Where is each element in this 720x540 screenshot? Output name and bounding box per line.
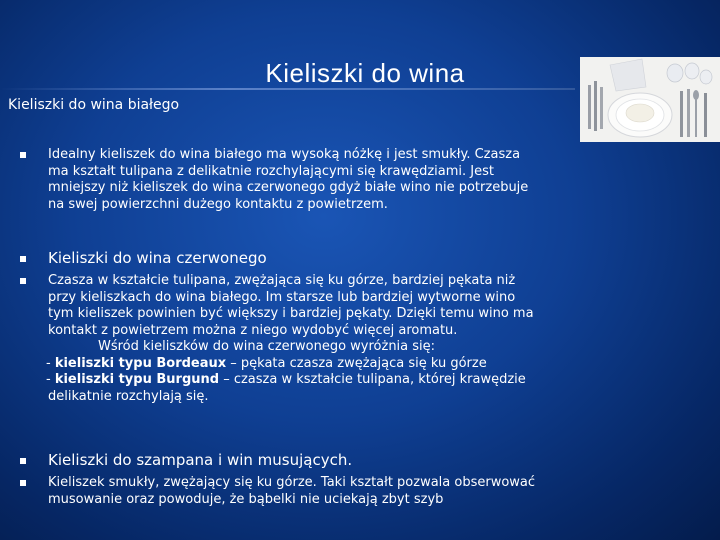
- type-description: – czasza w kształcie tulipana, której krawędzie: [219, 372, 526, 387]
- text-line: mniejszy niż kieliszek do wina czerwonego gdyż białe wino nie potrzebuje: [48, 180, 529, 195]
- list-item-heading: Kieliszki do wina czerwonego: [48, 249, 267, 267]
- list-item-heading: Kieliszki do szampana i win musujących.: [48, 451, 353, 469]
- table-setting-photo: [580, 57, 720, 142]
- slide-title: Kieliszki do wina: [265, 58, 465, 88]
- wine-glass-type-line: [46, 356, 658, 373]
- section-subtitle: Kieliszki do wina białego: [8, 97, 180, 113]
- list-item-text: [48, 273, 658, 405]
- type-prefix: -: [46, 372, 55, 387]
- text-line: musowanie oraz powoduje, że bąbelki nie uciekają zbyt szyb: [48, 491, 444, 507]
- text-line: Kieliszek smukły, zwężający się ku górze. Taki kształt pozwala obserwować: [48, 475, 536, 490]
- type-prefix: -: [46, 355, 55, 371]
- table-setting-illustration: [580, 57, 720, 142]
- text-line: Idealny kieliszek do wina białego ma wysoką nóżkę i jest smukły. Czasza: [48, 147, 521, 162]
- text-line: Wśród kieliszków do wina czerwonego wyróżnia się:: [98, 339, 436, 354]
- text-line: tym kieliszek powinien być większy i bardziej pękaty. Dzięki temu wino ma: [48, 306, 534, 321]
- square-bullet-icon: [20, 458, 26, 464]
- text-line: przy kieliszkach do wina białego. Im starsze lub bardziej wytworne wino: [48, 289, 516, 305]
- list-item-text: [48, 475, 658, 508]
- text-line: na swej powierzchni dużego kontaktu z powietrzem.: [48, 196, 388, 212]
- text-line: kontakt z powietrzem można z niego wydobyć więcej aromatu.: [48, 322, 458, 338]
- type-name: kieliszki typu Burgund: [54, 372, 220, 387]
- square-bullet-icon: [20, 152, 26, 158]
- text-line: Czasza w kształcie tulipana, zwężająca się ku górze, bardziej pękata niż: [48, 273, 516, 288]
- square-bullet-icon: [20, 256, 26, 262]
- square-bullet-icon: [20, 278, 26, 284]
- type-name: kieliszki typu Bordeaux: [54, 355, 227, 371]
- list-item-text: [48, 147, 658, 213]
- square-bullet-icon: [20, 480, 26, 486]
- text-line: delikatnie rozchylają się.: [48, 388, 209, 404]
- text-line: ma kształt tulipana z delikatnie rozchylającymi się krawędziami. Jest: [48, 163, 494, 179]
- title-divider: [0, 88, 575, 90]
- type-description: – pękata czasza zwężająca się ku górze: [226, 355, 487, 371]
- wine-glass-type-line: [46, 372, 658, 389]
